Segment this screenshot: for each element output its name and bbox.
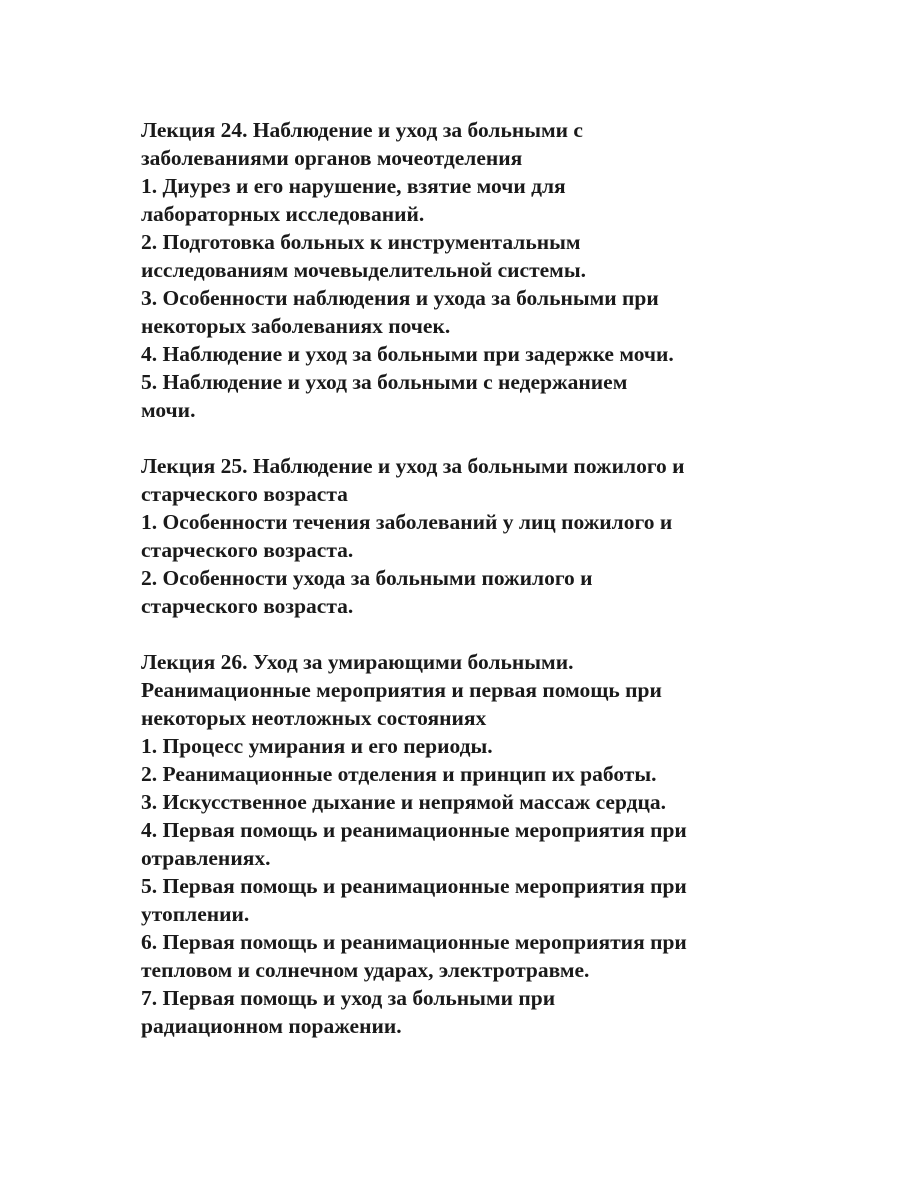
lecture-item [141, 732, 781, 760]
item-line: 2. Особенности ухода за больными пожилого и [141, 566, 593, 590]
item-line: исследованиям мочевыделительной системы. [141, 258, 586, 282]
lecture-item [141, 564, 781, 620]
lecture-item [141, 284, 781, 340]
item-line: 3. Искусственное дыхание и непрямой массаж сердца. [141, 790, 667, 814]
title-line: Лекция 24. Наблюдение и уход за больными с [141, 118, 583, 142]
lecture-item [141, 368, 781, 424]
item-line: утоплении. [141, 902, 250, 926]
item-line: 3. Особенности наблюдения и ухода за больными при [141, 286, 659, 310]
item-line: 4. Первая помощь и реанимационные мероприятия при [141, 818, 687, 842]
lecture-title [141, 452, 781, 508]
lecture-item [141, 928, 781, 984]
item-line: старческого возраста. [141, 594, 354, 618]
item-line: 6. Первая помощь и реанимационные мероприятия при [141, 930, 687, 954]
lecture-item [141, 788, 781, 816]
item-line: 1. Диурез и его нарушение, взятие мочи для [141, 174, 566, 198]
lecture-item [141, 984, 781, 1040]
item-line: некоторых заболеваниях почек. [141, 314, 451, 338]
item-line: 5. Наблюдение и уход за больными с недержанием [141, 370, 628, 394]
item-line: 2. Реанимационные отделения и принцип их работы. [141, 762, 657, 786]
lecture-item [141, 816, 781, 872]
item-line: 7. Первая помощь и уход за больными при [141, 986, 556, 1010]
lecture-item [141, 760, 781, 788]
item-line: мочи. [141, 398, 196, 422]
item-line: старческого возраста. [141, 538, 354, 562]
lecture-item [141, 340, 781, 368]
lecture-title [141, 648, 781, 732]
lecture-title [141, 116, 781, 172]
item-line: 1. Процесс умирания и его периоды. [141, 734, 493, 758]
title-line: старческого возраста [141, 482, 348, 506]
item-line: 4. Наблюдение и уход за больными при задержке мочи. [141, 342, 674, 366]
title-line: заболеваниями органов мочеотделения [141, 146, 523, 170]
lecture-item [141, 508, 781, 564]
title-line: Реанимационные мероприятия и первая помощь при [141, 678, 662, 702]
lecture-26 [141, 648, 781, 1040]
lecture-item [141, 172, 781, 228]
item-line: отравлениях. [141, 846, 271, 870]
title-line: Лекция 26. Уход за умирающими больными. [141, 650, 574, 674]
lecture-item [141, 228, 781, 284]
item-line: радиационном поражении. [141, 1014, 402, 1038]
title-line: Лекция 25. Наблюдение и уход за больными пожилого и [141, 454, 685, 478]
lecture-item [141, 872, 781, 928]
item-line: 1. Особенности течения заболеваний у лиц пожилого и [141, 510, 673, 534]
title-line: некоторых неотложных состояниях [141, 706, 487, 730]
item-line: 5. Первая помощь и реанимационные мероприятия при [141, 874, 687, 898]
lecture-25 [141, 452, 781, 620]
item-line: тепловом и солнечном ударах, электротравме. [141, 958, 590, 982]
lecture-24 [141, 116, 781, 424]
item-line: 2. Подготовка больных к инструментальным [141, 230, 581, 254]
item-line: лабораторных исследований. [141, 202, 425, 226]
document-page [141, 116, 781, 1040]
